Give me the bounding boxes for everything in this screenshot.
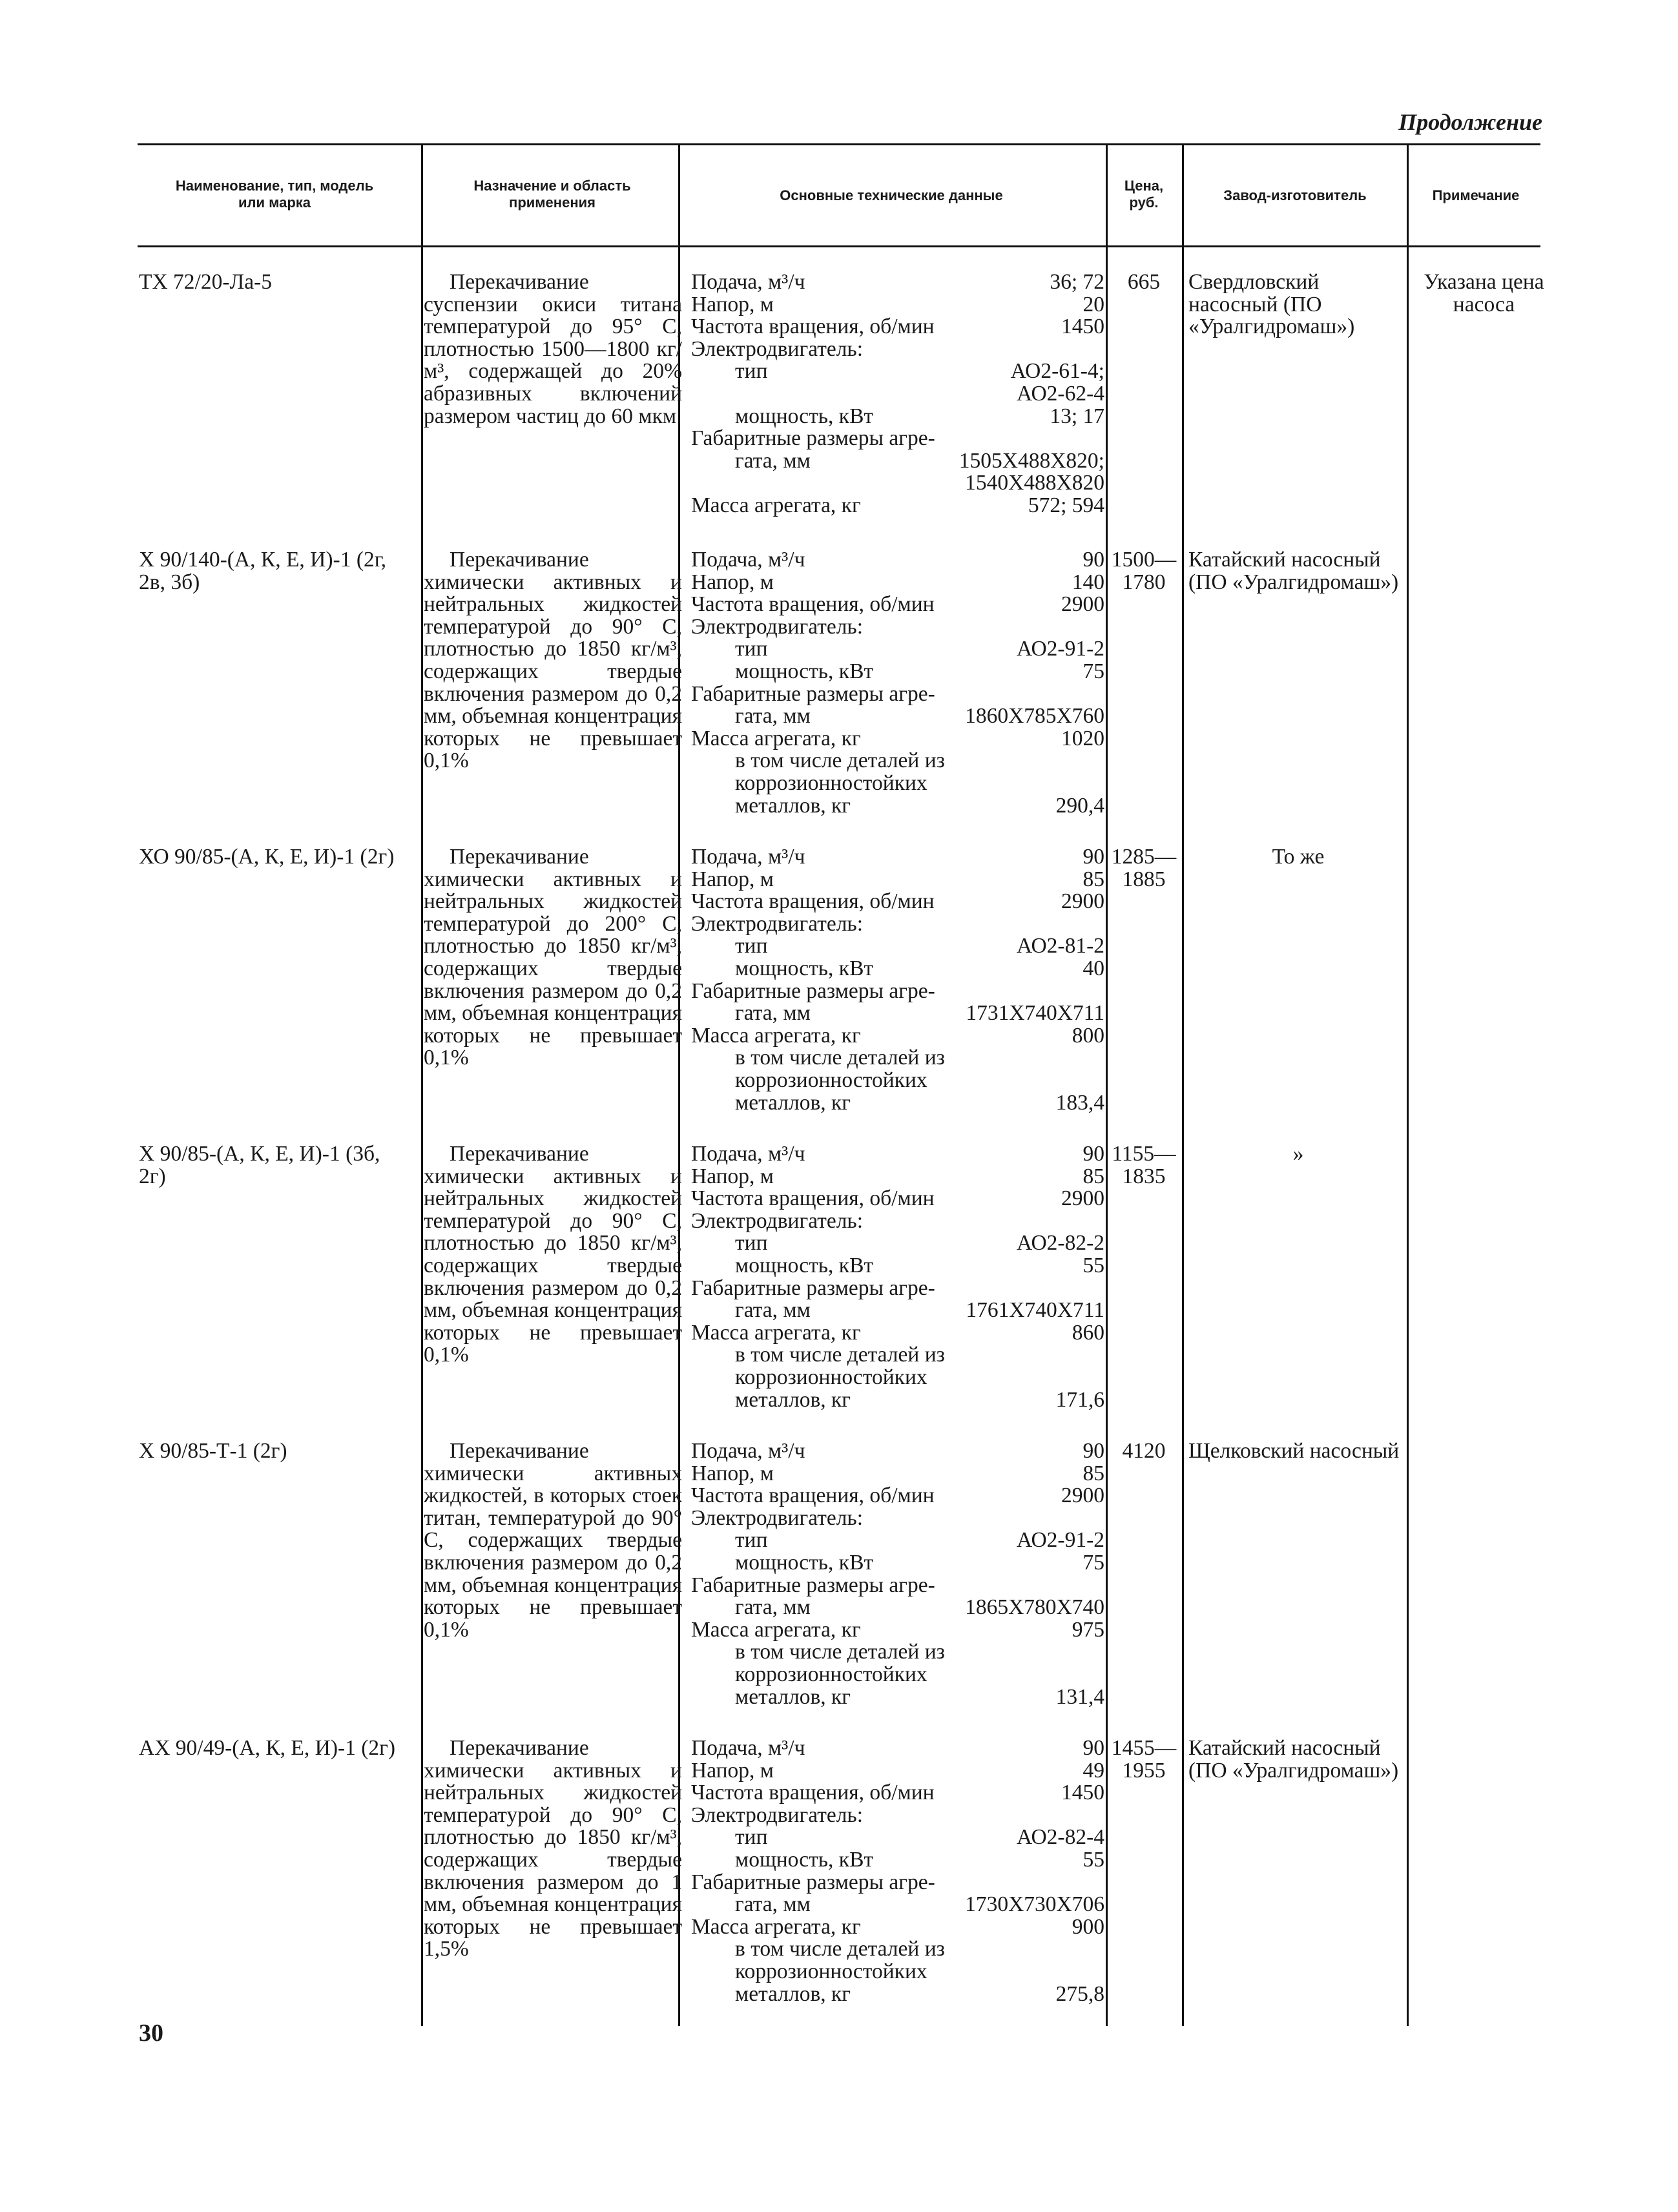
spec-value: 40 <box>1082 956 1104 980</box>
spec-value: 1860Х785Х760 <box>965 704 1104 729</box>
spec-value: 55 <box>1082 1253 1104 1277</box>
row-price: 1455—1955 <box>1111 1736 1177 1783</box>
spec-line <box>691 1938 1104 1961</box>
spec-line <box>691 795 1104 818</box>
spec-label: Подача, м³/ч <box>691 1439 805 1463</box>
column-divider <box>1106 143 1108 2026</box>
row-specs <box>691 549 1104 817</box>
spec-label: гата, мм <box>735 1595 811 1620</box>
row-name: Х 90/85-(А, К, Е, И)-1 (3б, 2г) <box>139 1142 380 1188</box>
spec-label: Подача, м³/ч <box>691 1142 805 1166</box>
spec-value: 975 <box>1072 1617 1104 1642</box>
spec-value: 49 <box>1082 1758 1104 1783</box>
row-price: 4120 <box>1122 1439 1166 1463</box>
row-name: АХ 90/49-(А, К, Е, И)-1 (2г) <box>139 1736 396 1760</box>
spec-label: металлов, кг <box>735 1387 851 1412</box>
spec-label: в том числе деталей из <box>735 1046 945 1070</box>
spec-line <box>691 1529 1104 1552</box>
spec-line <box>691 1440 1104 1463</box>
spec-value: 900 <box>1072 1914 1104 1939</box>
spec-label: коррозионностойких <box>735 770 927 795</box>
row-purpose: Перекачивание химически активных и нейтральных жидкостей температурой до 90° С, плотностью до 1850 кг/м³, содержащих твердые включения размером до 0,2 мм, объемная концентрация которых не превышает 0,1% <box>424 1142 682 1367</box>
spec-line <box>691 1255 1104 1277</box>
row-purpose: Перекачивание химически активных жидкостей, в которых стоек титан, температурой до 90° С, содержащих твердые включения размером до 0,2 мм, объемная концентрация которых не превышает 0,1% <box>424 1439 682 1642</box>
spec-line <box>691 772 1104 795</box>
spec-value: АО2-81-2 <box>1016 934 1104 958</box>
row-price: 665 <box>1127 270 1161 294</box>
spec-label: коррозионностойких <box>735 1662 927 1686</box>
spec-value: 1505Х488Х820; <box>958 448 1104 473</box>
spec-label: мощность, кВт <box>735 1847 874 1872</box>
spec-label: Габаритные размеры агре- <box>691 681 935 706</box>
spec-line <box>691 1597 1104 1619</box>
spec-label: Частота вращения, об/мин <box>691 315 935 339</box>
spec-value: АО2-62-4 <box>1016 381 1104 406</box>
spec-label: гата, мм <box>735 1001 811 1026</box>
spec-value: 183,4 <box>1055 1090 1104 1115</box>
spec-value: 860 <box>1072 1320 1104 1345</box>
table-top-rule <box>138 143 1540 145</box>
spec-line <box>691 383 1104 406</box>
spec-label: гата, мм <box>735 1298 811 1323</box>
column-divider <box>1182 143 1184 2026</box>
spec-line <box>691 294 1104 316</box>
spec-label: Габаритные размеры агре- <box>691 426 935 451</box>
row-name: ХО 90/85-(А, К, Е, И)-1 (2г) <box>139 845 395 869</box>
spec-line <box>691 1552 1104 1575</box>
row-maker: Катайский насосный (ПО «Уралгидромаш») <box>1188 1736 1399 1783</box>
spec-label: Масса агрегата, кг <box>691 1023 861 1048</box>
spec-value: 275,8 <box>1055 1981 1104 2006</box>
spec-line <box>691 1782 1104 1804</box>
spec-value: 55 <box>1082 1847 1104 1872</box>
spec-label: гата, мм <box>735 448 811 473</box>
spec-line <box>691 1961 1104 1983</box>
spec-value: АО2-82-2 <box>1016 1231 1104 1256</box>
spec-label: коррозионностойких <box>735 1068 927 1092</box>
spec-line <box>691 1389 1104 1412</box>
row-name: ТХ 72/20-Ла-5 <box>139 270 272 294</box>
spec-label: Электродвигатель: <box>691 911 864 936</box>
spec-line <box>691 1143 1104 1166</box>
row-maker: Щелковский насосный <box>1188 1439 1400 1463</box>
spec-value: 131,4 <box>1055 1684 1104 1709</box>
spec-value: АО2-82-4 <box>1016 1825 1104 1850</box>
spec-label: Частота вращения, об/мин <box>691 1781 935 1805</box>
spec-line <box>691 1575 1104 1597</box>
spec-line <box>691 1367 1104 1389</box>
spec-line <box>691 1916 1104 1939</box>
spec-line <box>691 980 1104 1003</box>
spec-label: Частота вращения, об/мин <box>691 1186 935 1211</box>
spec-line <box>691 1047 1104 1070</box>
spec-line <box>691 1737 1104 1760</box>
spec-label: в том числе деталей из <box>735 1343 945 1367</box>
spec-label: Подача, м³/ч <box>691 845 805 869</box>
spec-label: мощность, кВт <box>735 956 874 980</box>
spec-line <box>691 1686 1104 1709</box>
row-purpose: Перекачивание химически активных и нейтральных жидкостей температурой до 90° С, плотностью до 1850 кг/м³, содержащих твердые включения размером до 0,2 мм, объемная концентрация которых не превышает 0,1% <box>424 548 682 773</box>
spec-label: металлов, кг <box>735 1684 851 1709</box>
row-maker: То же <box>1272 845 1325 869</box>
spec-line <box>691 1025 1104 1048</box>
page-number: 30 <box>139 2020 163 2047</box>
spec-line <box>691 1872 1104 1894</box>
spec-line <box>691 638 1104 661</box>
spec-label: мощность, кВт <box>735 1253 874 1277</box>
spec-value: 572; 594 <box>1028 493 1104 517</box>
spec-label: тип <box>735 934 768 958</box>
spec-label: гата, мм <box>735 704 811 729</box>
spec-line <box>691 891 1104 913</box>
spec-value: 90 <box>1082 1142 1104 1166</box>
spec-line <box>691 616 1104 639</box>
continued-label: Продолжение <box>1398 109 1542 135</box>
spec-value: 1761Х740Х711 <box>966 1298 1104 1323</box>
spec-value: 1450 <box>1061 1781 1104 1805</box>
spec-value: 2900 <box>1061 1483 1104 1508</box>
row-maker: Катайский насосный (ПО «Уралгидромаш») <box>1188 548 1399 594</box>
spec-label: Напор, м <box>691 1461 774 1485</box>
spec-line <box>691 1826 1104 1849</box>
row-purpose: Перекачивание суспензии окиси титана температурой до 95° С, плотностью 1500—1800 кг/м³, содержащей до 20% абразивных включений размером частиц до 60 мкм <box>424 270 682 428</box>
header-price: Цена, руб. <box>1124 178 1164 211</box>
spec-line <box>691 935 1104 958</box>
spec-label: Электродвигатель: <box>691 1208 864 1233</box>
spec-line <box>691 1344 1104 1367</box>
spec-line <box>691 1849 1104 1872</box>
spec-value: 1020 <box>1061 726 1104 750</box>
spec-label: Частота вращения, об/мин <box>691 1483 935 1508</box>
spec-line <box>691 450 1104 473</box>
spec-value: 90 <box>1082 1736 1104 1760</box>
spec-label: коррозионностойких <box>735 1365 927 1389</box>
spec-value: АО2-61-4; <box>1010 359 1104 384</box>
spec-label: Масса агрегата, кг <box>691 493 861 517</box>
spec-line <box>691 1166 1104 1188</box>
spec-label: металлов, кг <box>735 1090 851 1115</box>
header-specs: Основные технические данные <box>780 187 1003 203</box>
spec-line <box>691 1804 1104 1827</box>
spec-label: Частота вращения, об/мин <box>691 889 935 914</box>
spec-line <box>691 338 1104 361</box>
spec-label: в том числе деталей из <box>735 1640 945 1664</box>
spec-line <box>691 1760 1104 1783</box>
spec-value: 290,4 <box>1055 793 1104 818</box>
spec-label: гата, мм <box>735 1892 811 1917</box>
row-specs <box>691 1440 1104 1708</box>
row-specs <box>691 1737 1104 2005</box>
spec-line <box>691 958 1104 980</box>
spec-line <box>691 572 1104 594</box>
spec-line <box>691 549 1104 572</box>
row-specs <box>691 1143 1104 1411</box>
spec-label: Частота вращения, об/мин <box>691 592 935 617</box>
spec-label: Габаритные размеры агре- <box>691 1276 935 1300</box>
spec-line <box>691 1322 1104 1345</box>
spec-line <box>691 1619 1104 1642</box>
spec-label: в том числе деталей из <box>735 1937 945 1961</box>
spec-line <box>691 1485 1104 1507</box>
spec-label: Масса агрегата, кг <box>691 1320 861 1345</box>
spec-line <box>691 1188 1104 1210</box>
spec-label: Габаритные размеры агре- <box>691 1870 935 1894</box>
spec-line <box>691 1894 1104 1916</box>
spec-line <box>691 1232 1104 1255</box>
spec-line <box>691 360 1104 383</box>
spec-label: тип <box>735 1231 768 1256</box>
spec-value: 1450 <box>1061 315 1104 339</box>
spec-line <box>691 1641 1104 1664</box>
spec-line <box>691 728 1104 750</box>
row-specs <box>691 846 1104 1114</box>
spec-label: тип <box>735 637 768 661</box>
spec-line <box>691 846 1104 869</box>
header-name: Наименование, тип, модель или марка <box>175 178 374 211</box>
row-name: Х 90/140-(А, К, Е, И)-1 (2г, 2в, 3б) <box>139 548 387 594</box>
spec-label: Подача, м³/ч <box>691 270 805 294</box>
spec-line <box>691 1507 1104 1530</box>
spec-line <box>691 428 1104 450</box>
spec-label: Габаритные размеры агре- <box>691 1573 935 1597</box>
spec-label: Масса агрегата, кг <box>691 1914 861 1939</box>
spec-label: Масса агрегата, кг <box>691 726 861 750</box>
row-note: Указана цена насоса <box>1424 270 1544 316</box>
spec-value: АО2-91-2 <box>1016 1528 1104 1553</box>
spec-label: тип <box>735 1825 768 1850</box>
spec-line <box>691 406 1104 428</box>
spec-value: 1540Х488Х820 <box>965 471 1104 495</box>
spec-value: 90 <box>1082 845 1104 869</box>
row-name: Х 90/85-Т-1 (2г) <box>139 1439 287 1463</box>
spec-value: 90 <box>1082 1439 1104 1463</box>
spec-label: Масса агрегата, кг <box>691 1617 861 1642</box>
spec-label: Электродвигатель: <box>691 614 864 639</box>
spec-line <box>691 1092 1104 1115</box>
spec-value: 85 <box>1082 867 1104 891</box>
spec-label: Напор, м <box>691 867 774 891</box>
column-divider <box>421 143 423 2026</box>
row-purpose: Перекачивание химически активных и нейтральных жидкостей температурой до 200° С, плотностью до 1850 кг/м³, содержащих твердые включения размером до 0,2 мм, объемная концентрация которых не превышает 0,1% <box>424 845 682 1070</box>
spec-line <box>691 869 1104 891</box>
row-price: 1500—1780 <box>1111 548 1177 594</box>
row-purpose: Перекачивание химически активных и нейтральных жидкостей температурой до 90° С, плотностью до 1850 кг/м³, содержащих твердые включения размером до 1 мм, объемная концентрация которых не превышает 1,5% <box>424 1736 682 1961</box>
spec-label: металлов, кг <box>735 793 851 818</box>
spec-value: 20 <box>1082 292 1104 316</box>
spec-label: коррозионностойких <box>735 1959 927 1983</box>
row-maker: » <box>1292 1142 1304 1166</box>
spec-line <box>691 1210 1104 1233</box>
spec-line <box>691 1277 1104 1300</box>
spec-value: 800 <box>1072 1023 1104 1048</box>
row-price: 1155—1835 <box>1112 1142 1176 1188</box>
row-specs <box>691 271 1104 517</box>
header-note: Примечание <box>1432 187 1520 203</box>
spec-line <box>691 1070 1104 1092</box>
header-bottom-rule <box>138 245 1540 247</box>
spec-line <box>691 271 1104 294</box>
spec-label: тип <box>735 359 768 384</box>
spec-value: 75 <box>1082 659 1104 683</box>
spec-line <box>691 683 1104 706</box>
header-purpose: Назначение и область применения <box>473 178 631 211</box>
spec-line <box>691 750 1104 772</box>
spec-label: Электродвигатель: <box>691 1505 864 1530</box>
spec-value: 85 <box>1082 1164 1104 1188</box>
spec-value: 2900 <box>1061 1186 1104 1211</box>
spec-label: мощность, кВт <box>735 659 874 683</box>
spec-value: 13; 17 <box>1050 404 1104 428</box>
spec-value: АО2-91-2 <box>1016 637 1104 661</box>
spec-value: 90 <box>1082 548 1104 572</box>
spec-label: металлов, кг <box>735 1981 851 2006</box>
spec-line <box>691 661 1104 683</box>
row-price: 1285—1885 <box>1111 845 1177 891</box>
spec-line <box>691 316 1104 338</box>
spec-line <box>691 913 1104 936</box>
spec-value: 171,6 <box>1055 1387 1104 1412</box>
spec-value: 2900 <box>1061 889 1104 914</box>
spec-value: 75 <box>1082 1550 1104 1575</box>
header-maker: Завод-изготовитель <box>1223 187 1367 203</box>
spec-value: 85 <box>1082 1461 1104 1485</box>
spec-line <box>691 1983 1104 2006</box>
spec-label: Напор, м <box>691 292 774 316</box>
spec-line <box>691 594 1104 616</box>
spec-label: Подача, м³/ч <box>691 548 805 572</box>
spec-value: 140 <box>1072 570 1104 594</box>
spec-label: мощность, кВт <box>735 1550 874 1575</box>
spec-line <box>691 705 1104 728</box>
spec-line <box>691 1002 1104 1025</box>
spec-value: 36; 72 <box>1050 270 1104 294</box>
spec-label: Напор, м <box>691 570 774 594</box>
spec-label: Подача, м³/ч <box>691 1736 805 1760</box>
spec-label: тип <box>735 1528 768 1553</box>
spec-label: Электродвигатель: <box>691 1803 864 1827</box>
row-maker: Свердловский насосный (ПО «Уралгидромаш») <box>1188 270 1355 339</box>
spec-label: Электродвигатель: <box>691 336 864 361</box>
spec-line <box>691 1299 1104 1322</box>
spec-label: в том числе деталей из <box>735 749 945 773</box>
spec-line <box>691 472 1104 495</box>
spec-value: 1865Х780Х740 <box>965 1595 1104 1620</box>
spec-value: 1731Х740Х711 <box>966 1001 1104 1026</box>
spec-label: мощность, кВт <box>735 404 874 428</box>
spec-value: 2900 <box>1061 592 1104 617</box>
spec-line <box>691 1463 1104 1485</box>
spec-value: 1730Х730Х706 <box>965 1892 1104 1917</box>
spec-line <box>691 1664 1104 1686</box>
spec-label: Напор, м <box>691 1164 774 1188</box>
spec-label: Габаритные размеры агре- <box>691 978 935 1003</box>
spec-line <box>691 495 1104 517</box>
spec-label: Напор, м <box>691 1758 774 1783</box>
